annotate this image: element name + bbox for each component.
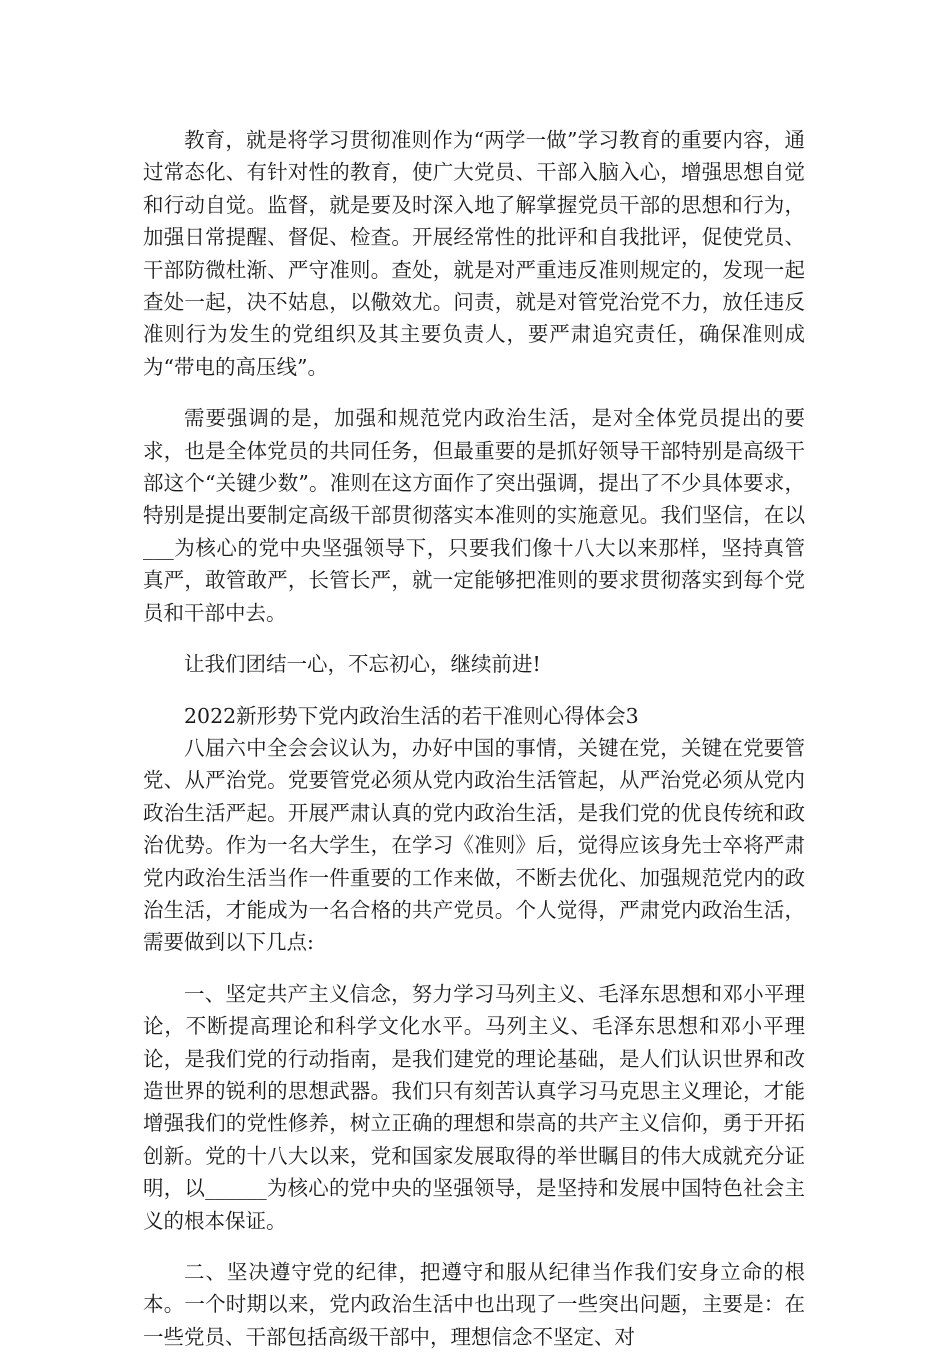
- paragraph-key-minority: 需要强调的是，加强和规范党内政治生活，是对全体党员提出的要求，也是全体党员的共同任务，但最重要的是抓好领导干部特别是高级干部这个“关键少数”。准则在这方面作了突出强调，提出了不少具体要求，特别是提出要制定高级干部贯彻落实本准则的实施意见。我们坚信，在以___为核心的党中央坚强领导下，只要我们像十八大以来那样，坚持真管真严，敢管敢严，长管长严，就一定能够把准则的要求贯彻落实到每个党员和干部中去。: [143, 406, 805, 625]
- paragraph-education-supervision: 教育，就是将学习贯彻准则作为“两学一做”学习教育的重要内容，通过常态化、有针对性的教育，使广大党员、干部入脑入心，增强思想自觉和行动自觉。监督，就是要及时深入地了解掌握党员干部的思想和行为，加强日常提醒、督促、检查。开展经常性的批评和自我批评，促使党员、干部防微杜渐、严守准则。查处，就是对严重违反准则规定的，发现一起查处一起，决不姑息，以儆效尤。问责，就是对管党治党不力，放任违反准则行为发生的党组织及其主要负责人，要严肃追究责任，确保准则成为“带电的高压线”。: [143, 128, 805, 379]
- paragraph-unite: 让我们团结一心，不忘初心，继续前进!: [184, 652, 541, 677]
- paragraph-plenary-session: 八届六中全会会议认为，办好中国的事情，关键在党，关键在党要管党、从严治党。党要管党必须从党内政治生活管起，从严治党必须从党内政治生活严起。开展严肃认真的党内政治生活，是我们党的优良传统和政治优势。作为一名大学生，在学习《准则》后，觉得应该身先士卒将严肃党内政治生活当作一件重要的工作来做，不断去优化、加强规范党内的政治生活，才能成为一名合格的共产党员。个人觉得，严肃党内政治生活，需要做到以下几点:: [143, 735, 805, 955]
- section-title: 2022新形势下党内政治生活的若干准则心得体会3: [184, 703, 639, 728]
- document-body: [143, 124, 805, 1372]
- paragraph-point-two: 二、坚决遵守党的纪律，把遵守和服从纪律当作我们安身立命的根本。一个时期以来，党内政治生活中也出现了一些突出问题，主要是：在一些党员、干部包括高级干部中，理想信念不坚定、对: [143, 1260, 805, 1349]
- paragraph-point-one: 一、坚定共产主义信念，努力学习马列主义、毛泽东思想和邓小平理论，不断提高理论和科学文化水平。马列主义、毛泽东思想和邓小平理论，是我们党的行动指南，是我们建党的理论基础，是人们认识世界和改造世界的锐利的思想武器。我们只有刻苦认真学习马克思主义理论，才能增强我们的党性修养，树立正确的理想和崇高的共产主义信仰，勇于开拓创新。党的十八大以来，党和国家发展取得的举世瞩目的伟大成就充分证明，以______为核心的党中央的坚强领导，是坚持和发展中国特色社会主义的根本保证。: [143, 981, 805, 1233]
